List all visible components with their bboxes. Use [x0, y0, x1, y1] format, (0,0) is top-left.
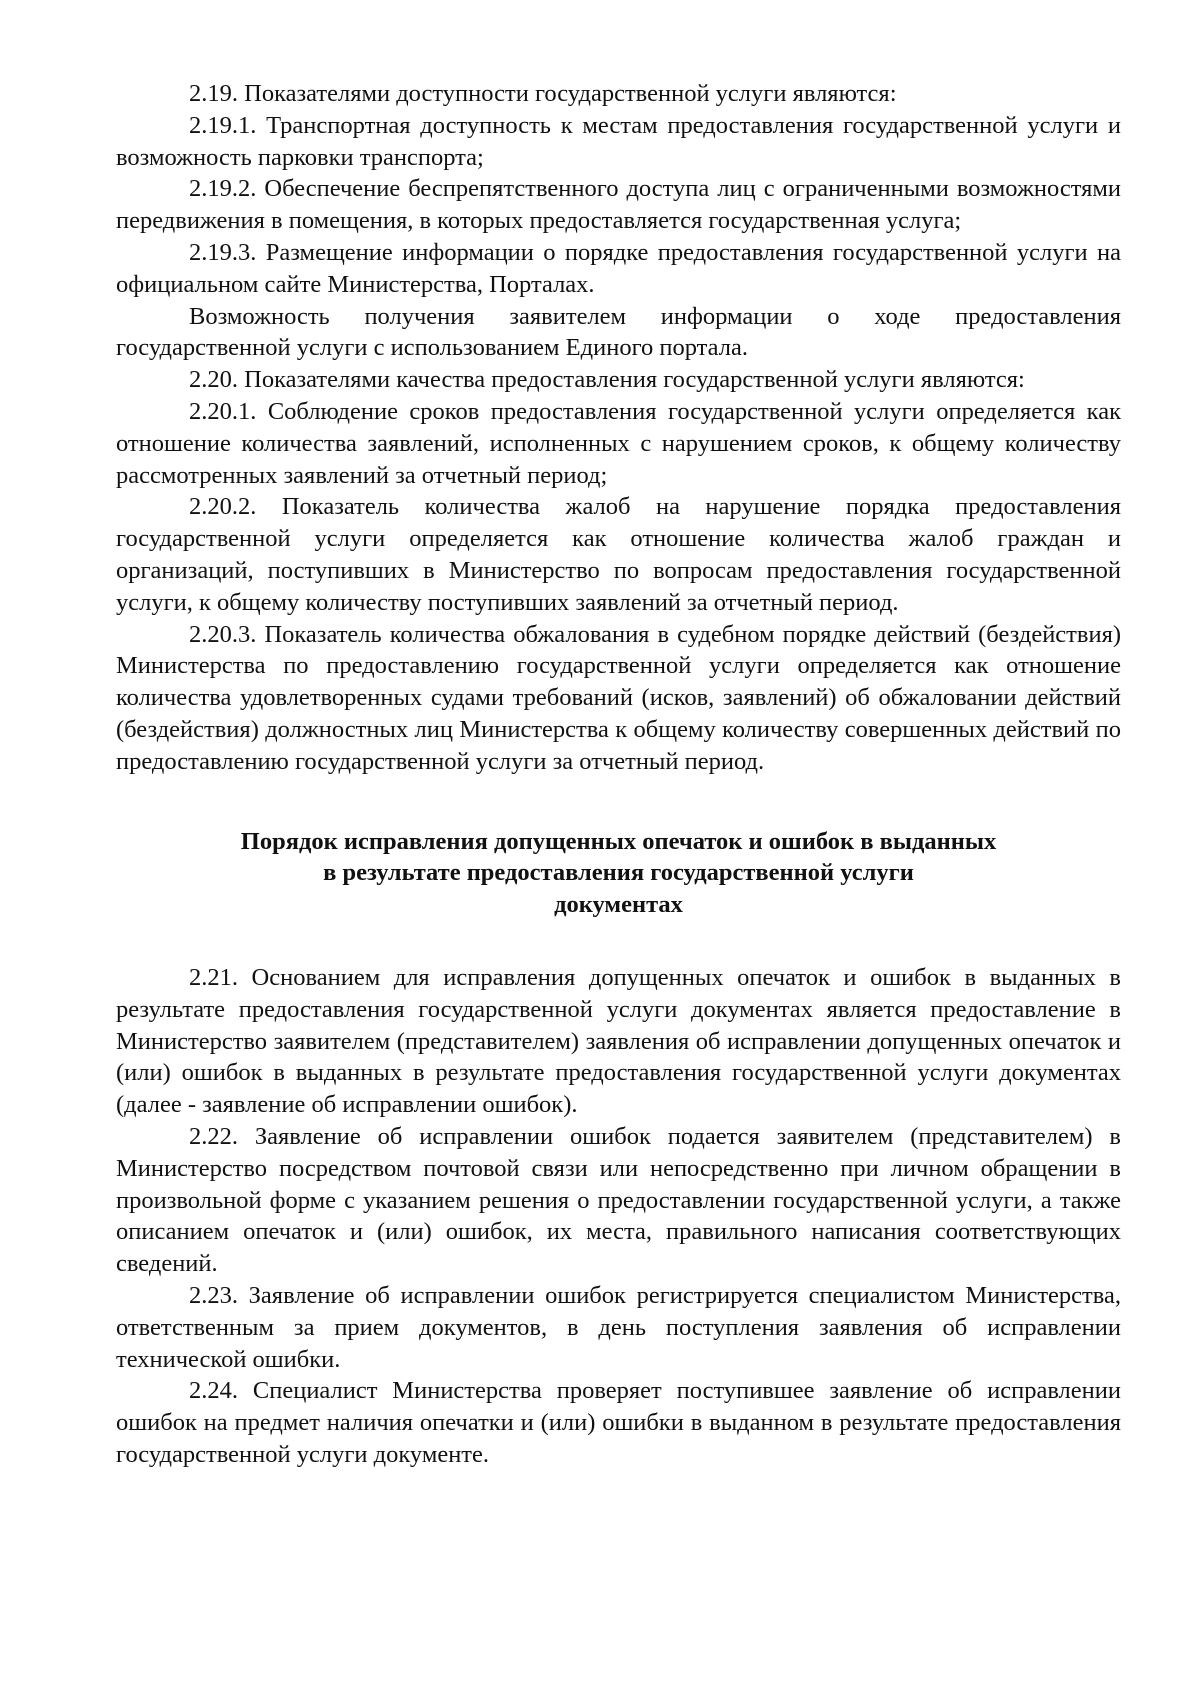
paragraph-2-20-1: 2.20.1. Соблюдение сроков предоставления государственной услуги определяется как отношение количества заявлений, исполненных с нарушением сроков, к общему количеству рассмотренных заявлений за отчетный период; — [116, 397, 1121, 489]
paragraph-2-20-3: 2.20.3. Показатель количества обжалования в судебном порядке действий (бездействия) Министерства по предоставлению государственной услуги определяется как отношение количества удовлетворенных судами требований (исков, заявлений) об обжаловании действий (бездействия) должностных лиц Министерства к общему количеству совершенных действий по предоставлению государственной услуги за отчетный период. — [116, 620, 1121, 775]
section-error-correction — [116, 962, 1121, 1471]
paragraph-2-19-3: 2.19.3. Размещение информации о порядке предоставления государственной услуги на официальном сайте Министерства, Порталах. — [116, 238, 1121, 298]
paragraph-2-20: 2.20. Показателями качества предоставления государственной услуги являются: — [189, 366, 1025, 394]
paragraph-2-24: 2.24. Специалист Министерства проверяет поступившее заявление об исправлении ошибок на предмет наличия опечатки и (или) ошибки в выданном в результате предоставления государственной услуги документе. — [116, 1377, 1121, 1468]
paragraph-2-19-1: 2.19.1. Транспортная доступность к местам предоставления государственной услуги и возможность парковки транспорта; — [116, 111, 1121, 171]
document-page — [116, 78, 1121, 1471]
section-availability-quality — [116, 78, 1121, 778]
paragraph-portal-info: Возможность получения заявителем информации о ходе предоставления государственной услуги с использованием Единого портала. — [116, 302, 1121, 362]
paragraph-2-19-2: 2.19.2. Обеспечение беспрепятственного доступа лиц с ограниченными возможностями передвижения в помещения, в которых предоставляется государственная услуга; — [116, 175, 1121, 235]
heading-line-1: Порядок исправления допущенных опечаток и ошибок в выданных — [240, 827, 997, 855]
heading-line-3: документах — [554, 890, 683, 918]
paragraph-2-20-2: 2.20.2. Показатель количества жалоб на нарушение порядка предоставления государственной услуги определяется как отношение количества жалоб граждан и организаций, поступивших в Министерство по вопросам предоставления государственной услуги, к общему количеству поступивших заявлений за отчетный период. — [116, 493, 1121, 616]
paragraph-2-19: 2.19. Показателями доступности государственной услуги являются: — [189, 80, 897, 107]
paragraph-2-22: 2.22. Заявление об исправлении ошибок подается заявителем (представителем) в Министерство посредством почтовой связи или непосредственно при личном обращении в произвольной форме с указанием решения о предоставлении государственной услуги, а также описанием опечаток и (или) ошибок, их места, правильного написания соответствующих сведений. — [116, 1123, 1121, 1278]
heading-line-2: в результате предоставления государственной услуги — [323, 859, 914, 887]
paragraph-2-23: 2.23. Заявление об исправлении ошибок регистрируется специалистом Министерства, ответственным за прием документов, в день поступления заявления об исправлении технической ошибки. — [116, 1282, 1121, 1373]
section-heading — [116, 826, 1121, 921]
paragraph-2-21: 2.21. Основанием для исправления допущенных опечаток и ошибок в выданных в результате предоставления государственной услуги документах является предоставление в Министерство заявителем (представителем) заявления об исправлении допущенных опечаток и (или) ошибок в выданных в результате предоставления государственной услуги документах (далее - заявление об исправлении ошибок). — [116, 964, 1121, 1119]
